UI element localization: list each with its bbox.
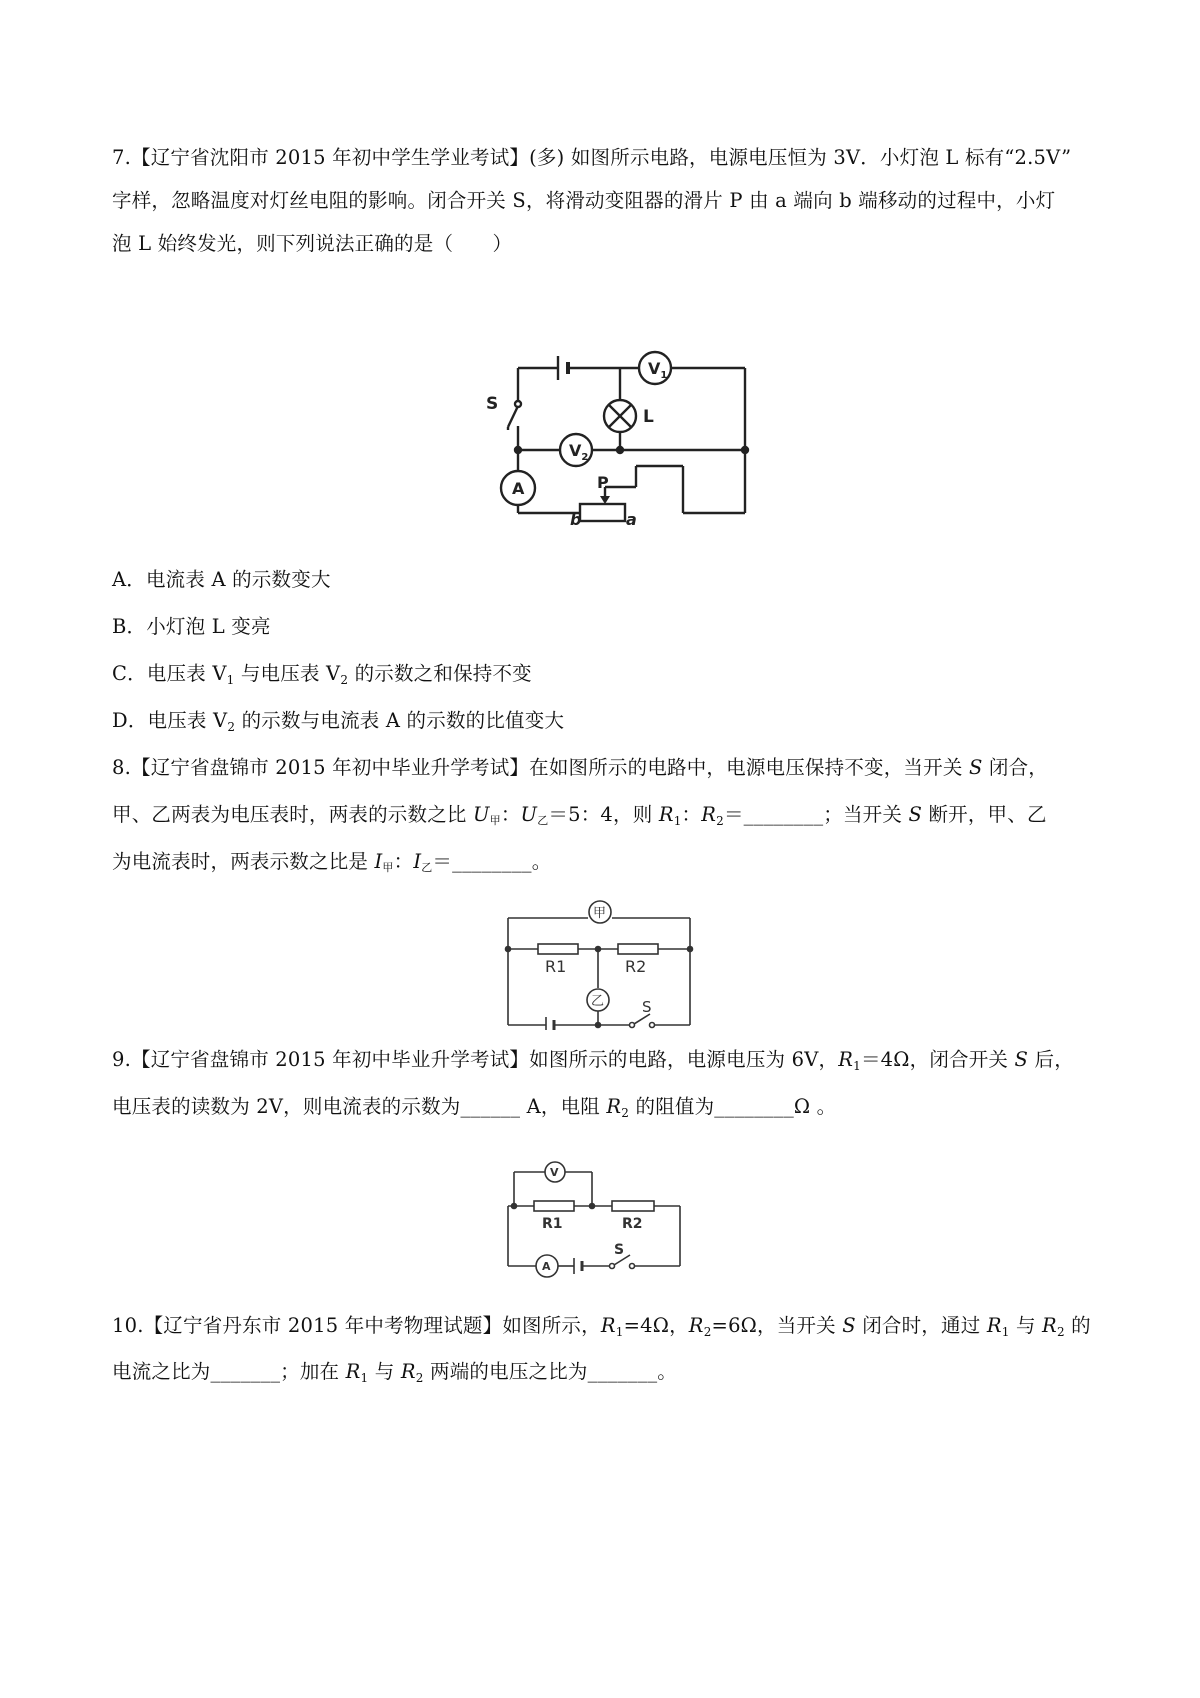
label-r1: R1 — [542, 1216, 563, 1232]
q7-line-1 — [112, 144, 1071, 172]
slider-p-arrow — [600, 496, 610, 504]
q8-colon-2: ： — [681, 803, 702, 826]
q8-var-i1: I — [374, 850, 383, 873]
q7-option-a-text: A．电流表 A 的示数变大 — [112, 568, 331, 591]
q10-text-2c: 两端的电压之比为_______。 — [423, 1360, 677, 1383]
q8-line-1 — [112, 754, 1048, 782]
q10-sub-r1: 1 — [615, 1325, 624, 1339]
q10-text-1a: 10.【辽宁省丹东市 2015 年中考物理试题】如图所示， — [112, 1314, 601, 1337]
label-s: S — [486, 394, 499, 414]
q8-text-1b: 闭合， — [982, 756, 1048, 779]
q10-var-r2: R — [688, 1314, 704, 1337]
q8-var-r2: R — [701, 803, 717, 826]
q10-text-2b: 与 — [368, 1360, 401, 1383]
q7-option-c-part1: C．电压表 V — [112, 662, 227, 685]
q7-option-d-part1: D．电压表 V — [112, 709, 228, 732]
q8-var-u1: U — [473, 803, 490, 826]
q9-line-2 — [112, 1093, 836, 1121]
q8-line-3 — [112, 848, 551, 882]
q10-line-1 — [112, 1312, 1091, 1340]
q7-option-d — [112, 707, 564, 735]
q10-text-1e: 与 — [1009, 1314, 1043, 1337]
q7-text-1: 7.【辽宁省沈阳市 2015 年初中学生学业考试】(多) 如图所示电路，电源电压恒为 3V．小灯泡 L 标有“2.5V” — [112, 146, 1072, 169]
label-jia: 甲 — [593, 906, 607, 921]
q8-line-2 — [112, 801, 1047, 835]
q10-var-r1b: R — [986, 1314, 1002, 1337]
q9-sub-r2: 2 — [621, 1106, 630, 1120]
q9-var-s: S — [1014, 1048, 1029, 1071]
q9-text-2a: 电压表的读数为 2V，则电流表的示数为______ A，电阻 — [112, 1095, 607, 1118]
rheostat-icon — [580, 504, 625, 521]
q7-line-2 — [112, 187, 1055, 215]
q8-sub-r2: 2 — [716, 814, 724, 828]
label-a-end: a — [626, 510, 637, 527]
label-r2: R2 — [625, 957, 647, 976]
q7-option-d-part2: 的示数与电流表 A 的示数的比值变大 — [235, 709, 565, 732]
q10-var-r2b: R — [1042, 1314, 1057, 1337]
q7-option-c — [112, 660, 532, 688]
q8-colon-1: ： — [500, 803, 521, 826]
q10-text-1b: =4Ω， — [623, 1314, 689, 1337]
q8-sub-r1: 1 — [673, 814, 682, 828]
q8-sub-jia-2: 甲 — [382, 861, 394, 874]
q10-var-r1-2: R — [345, 1360, 361, 1383]
label-b: b — [570, 510, 582, 527]
q7-text-3: 泡 L 始终发光，则下列说法正确的是（ ） — [112, 232, 513, 255]
label-s: S — [642, 998, 652, 1016]
q9-var-r2: R — [606, 1095, 622, 1118]
q10-text-1d: 闭合时，通过 — [855, 1314, 987, 1337]
q7-option-d-sub1: 2 — [227, 720, 236, 734]
resistor-r1-icon — [538, 944, 578, 954]
label-v2-sub: 2 — [581, 452, 589, 463]
label-a: A — [542, 1260, 551, 1273]
q8-text-2d: ＝________；当开关 — [723, 803, 909, 826]
label-l: L — [643, 407, 654, 427]
q8-sub-jia: 甲 — [489, 814, 501, 827]
q10-text-2a: 电流之比为_______；加在 — [112, 1360, 346, 1383]
label-r1: R1 — [545, 957, 567, 976]
q10-sub-r1b: 1 — [1001, 1325, 1010, 1339]
q7-option-b — [112, 613, 271, 641]
q7-option-c-part3: 的示数之和保持不变 — [348, 662, 532, 685]
q8-text-1a: 8.【辽宁省盘锦市 2015 年初中毕业升学考试】在如图所示的电路中，电源电压保持不变，当开关 — [112, 756, 969, 779]
q7-option-c-sub1: 1 — [226, 673, 235, 687]
q10-var-s: S — [842, 1314, 856, 1337]
switch-s-blade — [508, 406, 518, 427]
q9-text-2b: 的阻值为________Ω 。 — [629, 1095, 837, 1118]
q7-text-2: 字样，忽略温度对灯丝电阻的影响。闭合开关 S，将滑动变阻器的滑片 P 由 a 端向 b 端移动的过程中，小灯 — [112, 189, 1056, 212]
q7-option-a — [112, 566, 331, 594]
q9-text-1b: ＝4Ω，闭合开关 — [860, 1048, 1015, 1071]
q8-circuit-diagram — [500, 900, 700, 1030]
q8-var-u2: U — [520, 803, 538, 826]
q8-colon-3: ： — [393, 850, 414, 873]
label-v: V — [550, 1166, 559, 1179]
q8-text-3a: 为电流表时，两表示数之比是 — [112, 850, 375, 873]
label-v1: V — [648, 359, 661, 378]
q9-line-1 — [112, 1046, 1074, 1074]
q10-sub-r2b: 2 — [1056, 1325, 1065, 1339]
q10-sub-r1-2: 1 — [360, 1371, 369, 1385]
q9-text-1a: 9.【辽宁省盘锦市 2015 年初中毕业升学考试】如图所示的电路，电源电压为 6V， — [112, 1048, 839, 1071]
resistor-r2-icon — [612, 1201, 654, 1211]
q8-var-i2: I — [413, 850, 422, 873]
q10-var-r2-2: R — [400, 1360, 416, 1383]
q10-var-r1: R — [600, 1314, 616, 1337]
q8-sub-yi: 乙 — [537, 814, 549, 827]
q9-var-r1: R — [838, 1048, 854, 1071]
q8-var-r1: R — [658, 803, 674, 826]
q7-option-c-part2: 与电压表 V — [234, 662, 341, 685]
q9-sub-r1: 1 — [853, 1059, 861, 1073]
label-r2: R2 — [622, 1216, 643, 1232]
q8-text-2a: 甲、乙两表为电压表时，两表的示数之比 — [112, 803, 473, 826]
resistor-r2-icon — [618, 944, 658, 954]
label-v2: V — [569, 441, 582, 460]
q8-text-3b: ＝________。 — [432, 850, 552, 873]
q7-line-3 — [112, 230, 512, 258]
resistor-r1-icon — [534, 1201, 574, 1211]
label-v1-sub: 1 — [660, 370, 668, 381]
q8-text-2b: ＝5：4，则 — [548, 803, 659, 826]
q8-text-2e: 断开，甲、乙 — [922, 803, 1047, 826]
q9-circuit-diagram — [500, 1160, 690, 1280]
q8-var-s: S — [968, 756, 983, 779]
q8-var-s2: S — [908, 803, 923, 826]
label-a: A — [512, 479, 525, 498]
q10-text-1f: 的 — [1064, 1314, 1091, 1337]
label-yi: 乙 — [591, 994, 605, 1009]
q9-text-1c: 后， — [1028, 1048, 1074, 1071]
label-s: S — [614, 1242, 625, 1258]
q7-option-b-text: B．小灯泡 L 变亮 — [112, 615, 271, 638]
label-p: P — [597, 473, 609, 492]
q10-text-1c: =6Ω，当开关 — [711, 1314, 843, 1337]
q8-sub-yi-2: 乙 — [421, 861, 433, 874]
q10-sub-r2: 2 — [703, 1325, 712, 1339]
q7-option-c-sub2: 2 — [340, 673, 349, 687]
q7-circuit-diagram — [478, 342, 758, 527]
q10-line-2 — [112, 1358, 677, 1386]
q10-sub-r2-2: 2 — [415, 1371, 424, 1385]
